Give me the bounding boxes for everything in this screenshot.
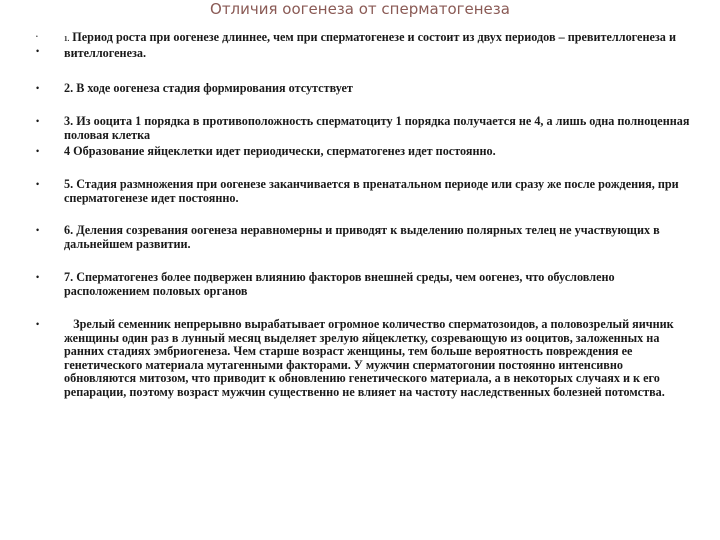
slide-title: Отличия оогенеза от сперматогенеза <box>210 0 510 18</box>
bullet-marker: • <box>36 46 40 56</box>
bullet-marker: • <box>36 116 40 126</box>
list-item-text: 7. Сперматогенез более подвержен влиянию факторов внешней среды, чем оогенез, что обусловлено расположением половых органов <box>64 270 615 298</box>
list-item-text: 4 Образование яйцеклетки идет периодически, сперматогенез идет постоянно. <box>64 144 496 158</box>
list-item-text: 6. Деления созревания оогенеза неравномерны и приводят к выделению полярных телец не участвующих в дальнейшем развитии. <box>64 223 660 251</box>
list-item-text <box>64 31 690 60</box>
list-item-text: Зрелый семенник непрерывно вырабатывает огромное количество сперматозоидов, а половозрелый яичник женщины один раз в лунный месяц выделяет зрелую яйцеклетку, созревающую из ооцитов, заложенных на ранних стадиях эмбриогенеза. Чем старше возраст женщины, тем больше вероятность повреждения ее генетического материала мутагенными факторами. У мужчин сперматогонии постоянно интенсивно обновляются митозом, что приводит к обновлению генетического материала, а в некоторых случаях и к его репарации, поэтому возраст мужчин существенно не влияет на частоту наследственных болезней потомства. <box>64 317 677 399</box>
bullet-marker: • <box>36 35 38 40</box>
bullet-marker: • <box>36 179 40 189</box>
bullet-marker: • <box>36 319 40 329</box>
list-item-text: 3. Из ооцита 1 порядка в противоположность сперматоциту 1 порядка получается не 4, а лишь одна полноценная половая клетка <box>64 114 690 142</box>
list-item-text: 2. В ходе оогенеза стадия формирования отсутствует <box>64 81 353 95</box>
item-body: Период роста при оогенезе длиннее, чем при сперматогенезе и состоит из двух периодов – превителлогенеза и вителлогенеза. <box>64 30 676 60</box>
item-number: 1. <box>64 35 70 43</box>
bullet-marker: • <box>36 83 40 93</box>
bullet-marker: • <box>36 146 40 156</box>
bullet-marker: • <box>36 272 40 282</box>
list-item-text: 5. Стадия размножения при оогенезе заканчивается в пренатальном периоде или сразу же после рождения, при сперматогенезе идет постоянно. <box>64 177 679 205</box>
bullet-marker: • <box>36 225 40 235</box>
